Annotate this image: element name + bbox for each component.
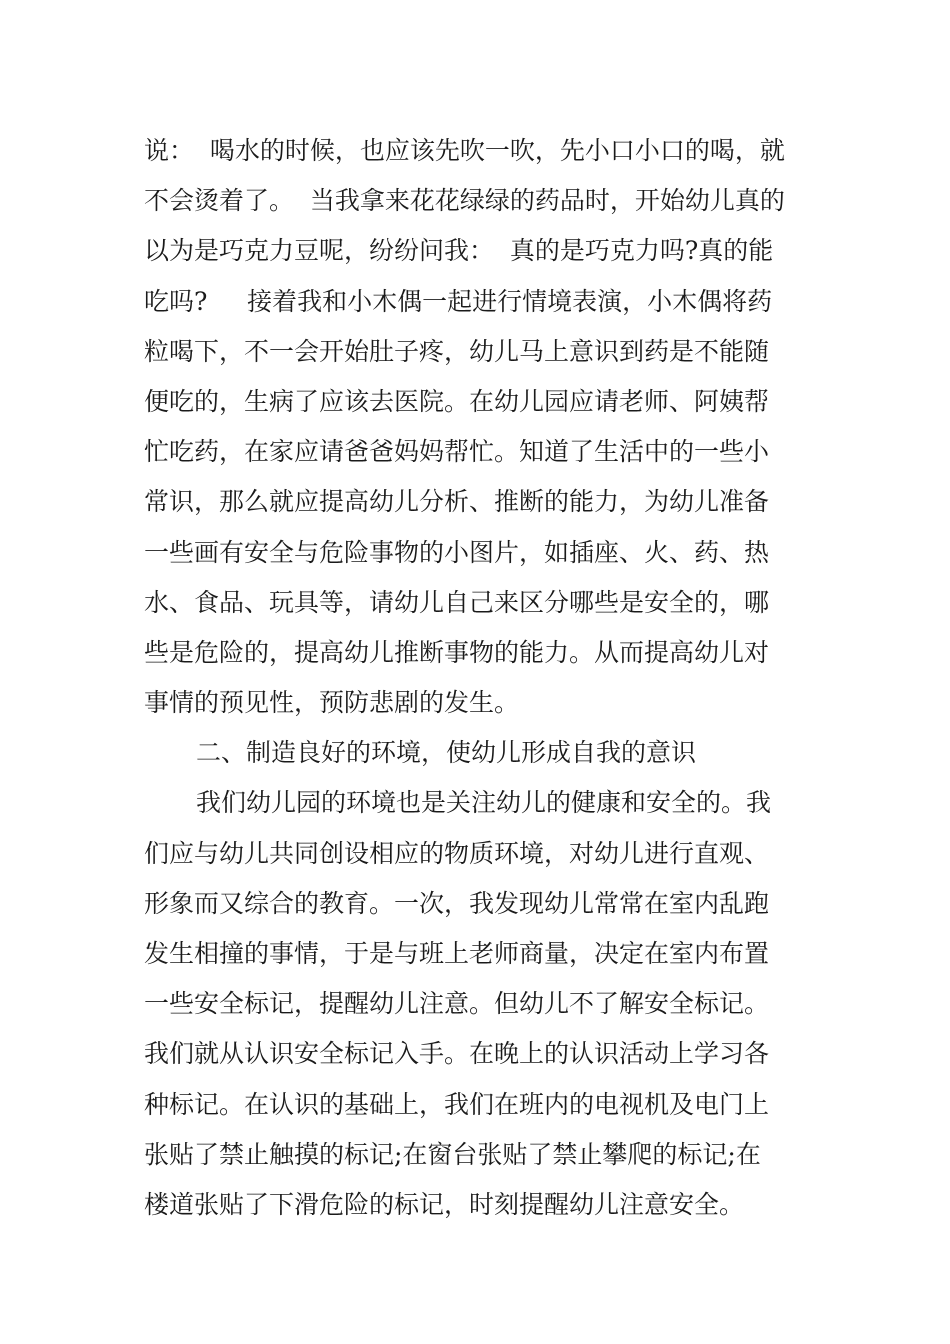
section-heading: 二、制造良好的环境，使幼儿形成自我的意识 bbox=[196, 738, 697, 768]
text-line: 粒喝下，不一会开始肚子疼，幼儿马上意识到药是不能随 bbox=[144, 336, 770, 366]
text-line: 楼道张贴了下滑危险的标记，时刻提醒幼儿注意安全。 bbox=[144, 1189, 745, 1219]
text-line: 一些安全标记，提醒幼儿注意。但幼儿不了解安全标记。 bbox=[144, 989, 770, 1019]
body-text bbox=[144, 126, 814, 1230]
text-line: 们应与幼儿共同创设相应的物质环境，对幼儿进行直观、 bbox=[144, 838, 770, 868]
text-line: 张贴了禁止触摸的标记;在窗台张贴了禁止攀爬的标记;在 bbox=[144, 1139, 761, 1169]
text-line: 不会烫着了。 当我拿来花花绿绿的药品时，开始幼儿真的 bbox=[144, 186, 785, 216]
text-line: 发生相撞的事情，于是与班上老师商量，决定在室内布置 bbox=[144, 939, 770, 968]
text-line: 事情的预见性，预防悲剧的发生。 bbox=[144, 688, 520, 718]
text-line: 说： 喝水的时候，也应该先吹一吹，先小口小口的喝，就 bbox=[144, 136, 785, 165]
text-line: 常识，那么就应提高幼儿分析、推断的能力，为幼儿准备 bbox=[144, 487, 770, 517]
text-line: 形象而又综合的教育。一次，我发现幼儿常常在室内乱跑 bbox=[144, 888, 770, 918]
text-line: 水、食品、玩具等，请幼儿自己来区分哪些是安全的，哪 bbox=[144, 587, 770, 617]
text-line: 些是危险的，提高幼儿推断事物的能力。从而提高幼儿对 bbox=[144, 637, 770, 667]
text-line: 种标记。在认识的基础上，我们在班内的电视机及电门上 bbox=[144, 1089, 770, 1119]
text-line: 忙吃药，在家应请爸爸妈妈帮忙。知道了生活中的一些小 bbox=[144, 437, 770, 467]
text-line: 吃吗? 接着我和小木偶一起进行情境表演，小木偶将药 bbox=[144, 286, 773, 316]
text-line: 以为是巧克力豆呢，纷纷问我： 真的是巧克力吗?真的能 bbox=[144, 236, 774, 266]
text-line: 我们就从认识安全标记入手。在晚上的认识活动上学习各 bbox=[144, 1039, 770, 1069]
paragraph-start-line: 我们幼儿园的环境也是关注幼儿的健康和安全的。我 bbox=[196, 788, 772, 818]
text-line: 便吃的，生病了应该去医院。在幼儿园应请老师、阿姨帮 bbox=[144, 386, 770, 416]
text-line: 一些画有安全与危险事物的小图片，如插座、火、药、热 bbox=[144, 537, 770, 567]
